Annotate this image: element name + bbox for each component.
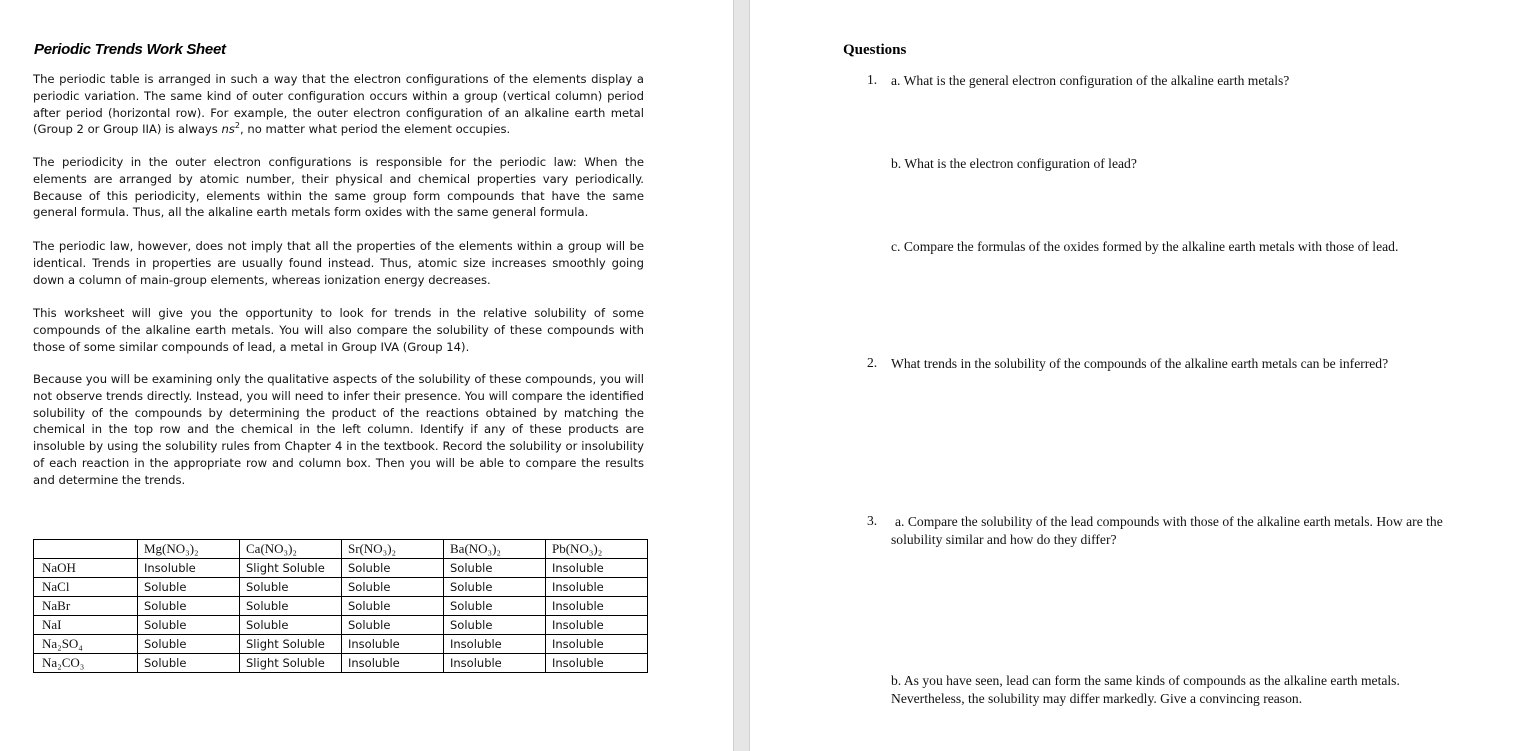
table-cell[interactable]: Soluble xyxy=(444,559,546,578)
table-corner-cell xyxy=(34,540,138,559)
worksheet-title: Periodic Trends Work Sheet xyxy=(34,41,226,58)
column-header: Sr(NO₃)₂ xyxy=(342,540,444,559)
table-cell[interactable]: Soluble xyxy=(342,597,444,616)
question-1c: c. Compare the formulas of the oxides formed by the alkaline earth metals with those of lead. xyxy=(891,239,1399,254)
table-cell[interactable]: Insoluble xyxy=(342,635,444,654)
table-cell[interactable]: Slight Soluble xyxy=(240,559,342,578)
table-header-row xyxy=(34,540,648,559)
column-header: Mg(NO₃)₂ xyxy=(138,540,240,559)
table-cell[interactable]: Insoluble xyxy=(546,578,648,597)
table-cell[interactable]: Soluble xyxy=(444,616,546,635)
question-2: What trends in the solubility of the compounds of the alkaline earth metals can be inferred? xyxy=(891,356,1389,371)
table-cell[interactable]: Insoluble xyxy=(342,654,444,673)
table-cell[interactable]: Insoluble xyxy=(138,559,240,578)
table-row xyxy=(34,597,648,616)
row-header: NaOH xyxy=(34,559,138,578)
paragraph-5: Because you will be examining only the qualitative aspects of the solubility of these compounds, you will not observe trends directly. Instead, you will need to infer their presence. You will compare the identified solubility of the compounds by determining the product of the reactions obtained by matching the chemical in the top row and the chemical in the left column. Identify if any of these products are insoluble by using the solubility rules from Chapter 4 in the textbook. Record the solubility or insolubility of each reaction in the appropriate row and column box. Then you will be able to compare the results and determine the trends. xyxy=(33,372,644,487)
table-cell[interactable]: Soluble xyxy=(240,578,342,597)
right-page xyxy=(750,0,1514,751)
table-cell[interactable]: Soluble xyxy=(240,616,342,635)
table-cell[interactable]: Slight Soluble xyxy=(240,654,342,673)
table-cell[interactable]: Insoluble xyxy=(444,635,546,654)
question-number: 3. xyxy=(867,513,878,528)
table-row xyxy=(34,654,648,673)
question-number: 2. xyxy=(867,355,878,370)
formula-superscript: 2 xyxy=(234,121,241,131)
table-cell[interactable]: Soluble xyxy=(342,616,444,635)
question-1b: b. What is the electron configuration of lead? xyxy=(891,156,1137,171)
row-header: NaBr xyxy=(34,597,138,616)
solubility-table xyxy=(33,539,648,673)
column-header: Pb(NO₃)₂ xyxy=(546,540,648,559)
paragraph-1 xyxy=(33,71,644,138)
table-row xyxy=(34,616,648,635)
paragraph-1-tail: , no matter what period the element occupies. xyxy=(240,122,511,137)
table-cell[interactable]: Soluble xyxy=(138,616,240,635)
table-cell[interactable]: Insoluble xyxy=(546,597,648,616)
table-cell[interactable]: Soluble xyxy=(138,635,240,654)
paragraph-3: The periodic law, however, does not imply that all the properties of the elements within a group will be identical. Trends in properties are usually found instead. Thus, atomic size increases smoothly going down a column of main-group elements, whereas ionization energy decreases. xyxy=(33,239,644,287)
row-header: Na₂SO₄ xyxy=(34,635,138,654)
table-cell[interactable]: Soluble xyxy=(138,578,240,597)
table-row xyxy=(34,559,648,578)
table-cell[interactable]: Soluble xyxy=(342,578,444,597)
column-header: Ba(NO₃)₂ xyxy=(444,540,546,559)
paragraph-1-text: The periodic table is arranged in such a way that the electron configurations of the elements display a periodic variation. The same kind of outer configuration occurs within a group (vertical column) period after period (horizontal row). For example, the outer electron configuration of an alkaline earth metal (Group 2 or Group IIA) is always xyxy=(33,72,644,137)
left-page xyxy=(0,0,733,751)
table-cell[interactable]: Soluble xyxy=(444,597,546,616)
column-header: Ca(NO₃)₂ xyxy=(240,540,342,559)
table-cell[interactable]: Insoluble xyxy=(444,654,546,673)
page-gutter xyxy=(733,0,750,751)
question-number: 1. xyxy=(867,72,878,87)
table-row xyxy=(34,635,648,654)
table-cell[interactable]: Insoluble xyxy=(546,559,648,578)
table-cell[interactable]: Insoluble xyxy=(546,654,648,673)
table-cell[interactable]: Slight Soluble xyxy=(240,635,342,654)
table-cell[interactable]: Insoluble xyxy=(546,635,648,654)
question-3a: a. Compare the solubility of the lead compounds with those of the alkaline earth metals. How are the solubility similar and how do they differ? xyxy=(891,514,1443,547)
table-cell[interactable]: Soluble xyxy=(138,654,240,673)
question-3b: b. As you have seen, lead can form the same kinds of compounds as the alkaline earth metals. Nevertheless, the solubility may differ markedly. Give a convincing reason. xyxy=(891,673,1400,706)
table-cell[interactable]: Soluble xyxy=(444,578,546,597)
row-header: NaCl xyxy=(34,578,138,597)
table-cell[interactable]: Soluble xyxy=(138,597,240,616)
row-header: NaI xyxy=(34,616,138,635)
paragraph-4: This worksheet will give you the opportunity to look for trends in the relative solubility of some compounds of the alkaline earth metals. You will also compare the solubility of these compounds with those of some similar compounds of lead, a metal in Group IVA (Group 14). xyxy=(33,306,644,354)
questions-title: Questions xyxy=(843,42,907,58)
row-header: Na₂CO₃ xyxy=(34,654,138,673)
formula-ns: ns xyxy=(221,122,235,137)
question-1a: a. What is the general electron configuration of the alkaline earth metals? xyxy=(891,73,1290,88)
table-cell[interactable]: Insoluble xyxy=(546,616,648,635)
table-cell[interactable]: Soluble xyxy=(240,597,342,616)
table-row xyxy=(34,578,648,597)
paragraph-2: The periodicity in the outer electron configurations is responsible for the periodic law: When the elements are arranged by atomic number, their physical and chemical properties vary periodically. Because of this periodicity, elements within the same group form compounds that have the same general formula. Thus, all the alkaline earth metals form oxides with the same general formula. xyxy=(33,155,644,220)
table-cell[interactable]: Soluble xyxy=(342,559,444,578)
